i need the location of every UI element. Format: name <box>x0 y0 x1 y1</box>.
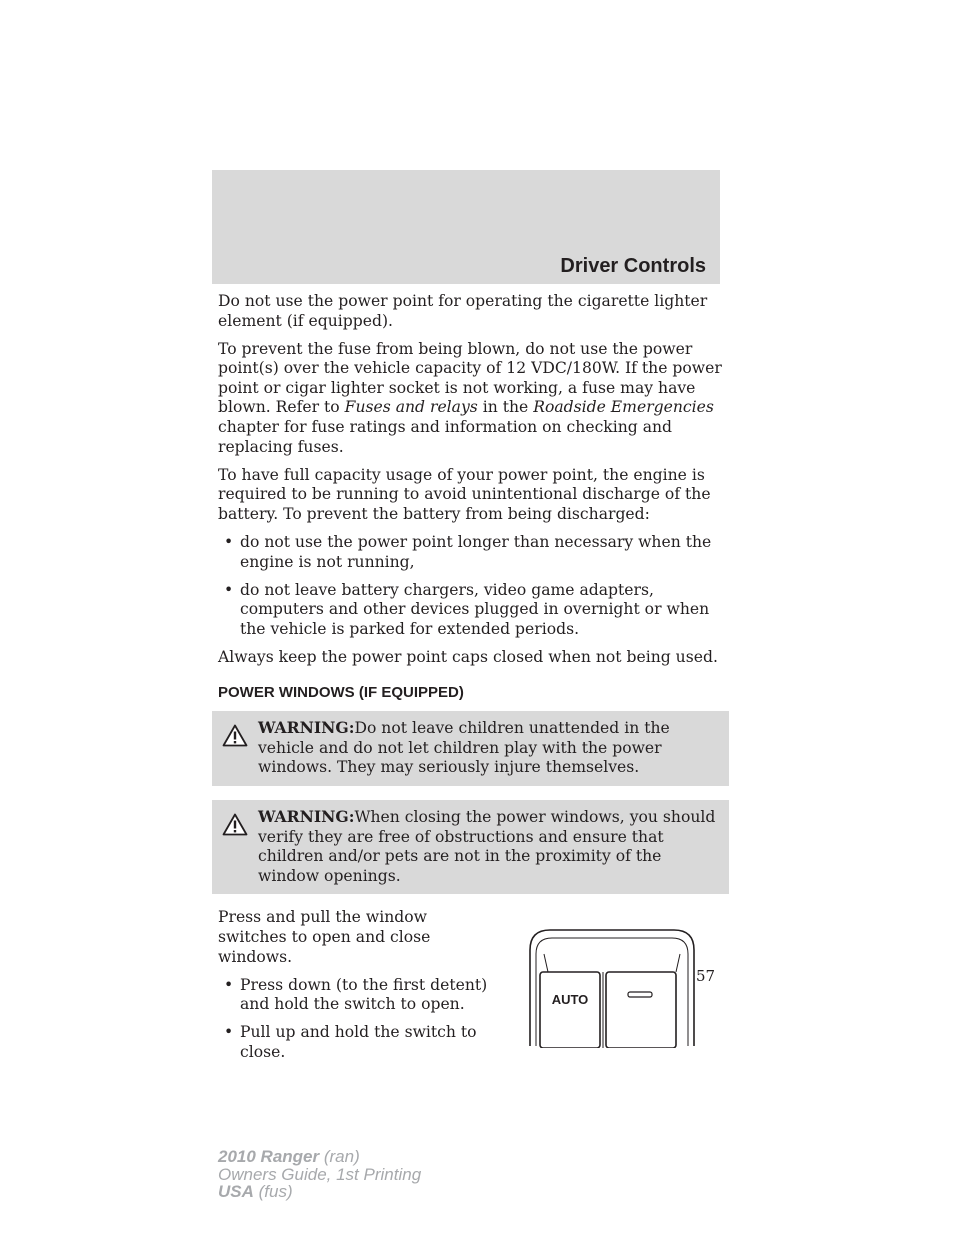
footer-line <box>218 1148 421 1166</box>
footer-line <box>218 1183 421 1201</box>
footer-model: 2010 Ranger <box>218 1147 320 1166</box>
footer-model-code: (ran) <box>319 1147 360 1166</box>
footer-imprint <box>218 1148 421 1201</box>
paragraph-cigarette-lighter: Do not use the power point for operating the cigarette lighter element (if equipped). <box>218 292 708 330</box>
reference-roadside-emergencies: Roadside Emergencies <box>533 398 714 417</box>
paragraph-window-switches: Press and pull the window switches to open and close windows. <box>218 908 431 966</box>
section-heading: POWER WINDOWS (IF EQUIPPED) <box>218 683 464 701</box>
warning-text <box>218 718 723 778</box>
warning-text <box>218 807 723 886</box>
list-item <box>218 976 488 1015</box>
warning-body: When closing the power windows, you should verify they are free of obstructions and ensure that children and/or pets are not in the proximity of the window openings. <box>258 807 716 885</box>
footer-market-code: (fus) <box>253 1182 293 1201</box>
warning-triangle-icon <box>222 724 248 747</box>
bullet-mark: • <box>224 1023 234 1042</box>
paragraph-fuse-text-a: To prevent the fuse from being blown, do not use the power point(s) over the vehicle capacity of 12 VDC/180W. If the power point or cigar lighter socket is not working, a fuse may have blown. Refer to <box>218 339 722 417</box>
paragraph-fuse-text-c: chapter for fuse ratings and information on checking and replacing fuses. <box>218 418 673 456</box>
page-number: 57 <box>696 967 716 985</box>
power-windows-section <box>218 908 723 1071</box>
list-item <box>218 1023 488 1062</box>
bullet-mark: • <box>224 975 234 994</box>
page-body <box>218 292 723 1071</box>
power-windows-instructions <box>218 908 488 1071</box>
section-title: Driver Controls <box>560 255 706 277</box>
bullet-text: Pull up and hold the switch to close. <box>240 1023 477 1061</box>
footer-market: USA <box>218 1182 254 1201</box>
bullet-text: Press down (to the first detent) and hold the switch to open. <box>240 975 488 1014</box>
bullet-mark: • <box>224 533 234 552</box>
warning-triangle-icon <box>222 813 248 836</box>
paragraph-fuse-text-b: in the <box>477 398 534 417</box>
list-item <box>218 533 723 572</box>
paragraph-capacity: To have full capacity usage of your power point, the engine is required to be running to avoid unintentional discharge of the battery. To prevent the battery from being discharged: <box>218 465 711 523</box>
window-switch-illustration <box>510 920 710 1048</box>
bullet-mark: • <box>224 580 234 599</box>
footer-line: Owners Guide, 1st Printing <box>218 1164 422 1184</box>
list-item <box>218 581 723 640</box>
warning-label: WARNING: <box>258 718 355 738</box>
bullet-text: do not use the power point longer than necessary when the engine is not running, <box>240 533 712 571</box>
warning-label: WARNING: <box>258 806 355 826</box>
reference-fuses-and-relays: Fuses and relays <box>344 398 478 417</box>
bullet-text: do not leave battery chargers, video game adapters, computers and other devices plugged in overnight or when the vehicle is parked for extended periods. <box>240 580 710 638</box>
section-header-band <box>212 170 720 284</box>
switch-auto-label: AUTO <box>551 992 589 1008</box>
warning-box <box>212 800 729 894</box>
paragraph-caps: Always keep the power point caps closed when not being used. <box>218 648 718 666</box>
warning-body: Do not leave children unattended in the vehicle and do not let children play with the power windows. They may seriously injure themselves. <box>258 719 670 777</box>
warning-box <box>212 711 729 786</box>
paragraph-fuse <box>218 340 723 458</box>
